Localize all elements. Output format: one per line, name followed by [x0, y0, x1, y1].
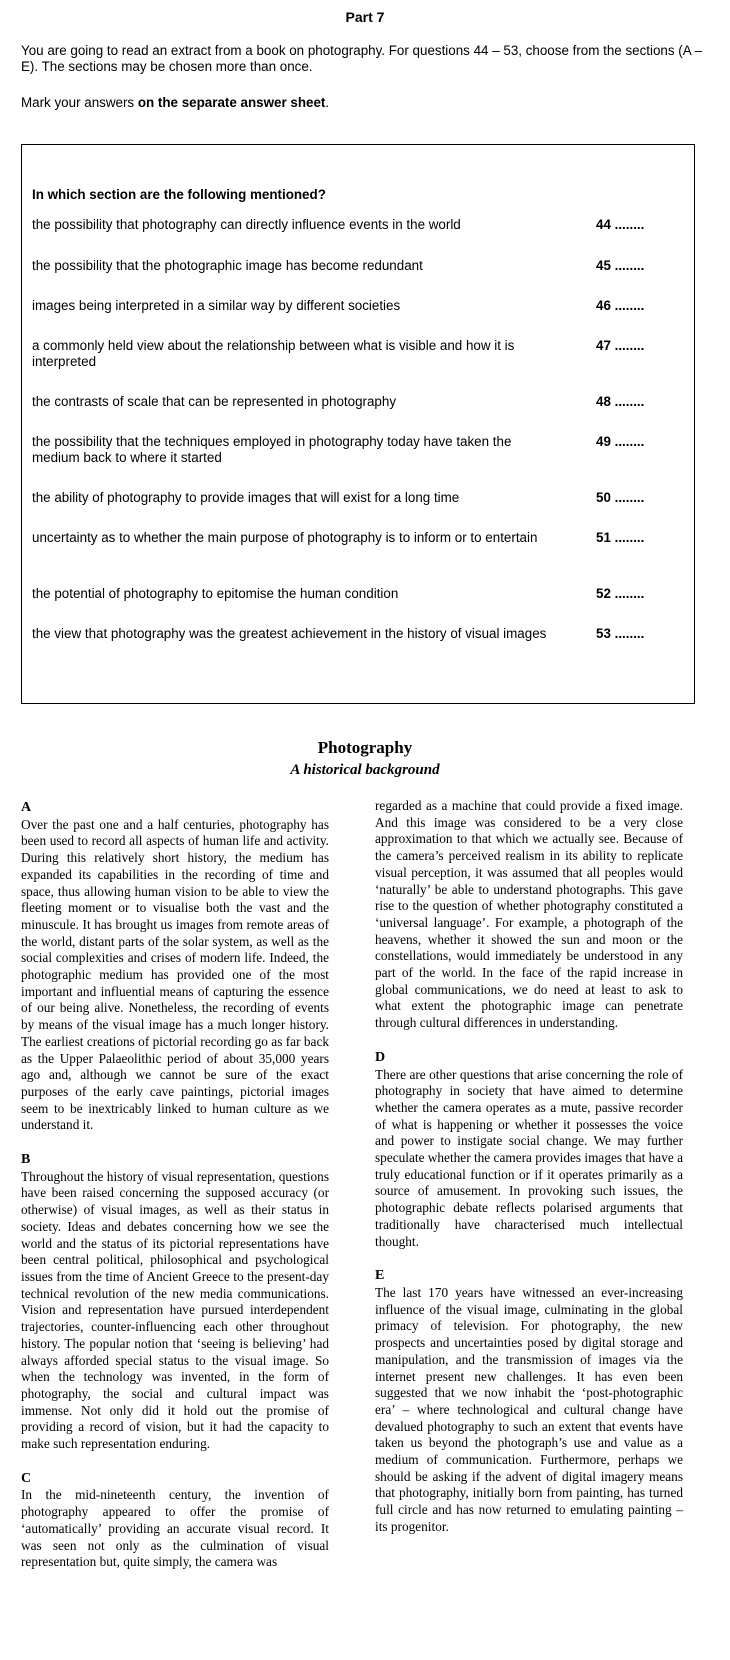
question-number: 49 ........	[596, 434, 645, 449]
question-number: 48 ........	[596, 394, 645, 409]
instructions: You are going to read an extract from a book on photography. For questions 44 – 53, choose from the sections (A – E). The sections may be chosen more than once.	[21, 43, 703, 74]
section-letter-b: B	[21, 1152, 31, 1168]
question-text: the possibility that the techniques employed in photography today have taken the medium back to where it started	[32, 434, 512, 465]
question-number: 44 ........	[596, 217, 645, 232]
question-text: the contrasts of scale that can be represented in photography	[32, 394, 397, 409]
question-text: the ability of photography to provide images that will exist for a long time	[32, 490, 460, 505]
question-number: 53 ........	[596, 626, 645, 641]
question-text: the view that photography was the greatest achievement in the history of visual images	[32, 626, 547, 641]
article-column-right	[375, 798, 683, 1554]
question-text: images being interpreted in a similar way by different societies	[32, 298, 401, 313]
question-text: the potential of photography to epitomise the human condition	[32, 586, 399, 601]
question-text: uncertainty as to whether the main purpose of photography is to inform or to entertain	[32, 530, 538, 545]
article-title: Photography	[317, 738, 413, 757]
section-text-c-part1: In the mid-nineteenth century, the invention of photography appeared to offer the promise of ‘automatically’ providing an accurate visual record. It was seen not only as the culmination of visual representation but, quite simply, the camera was	[21, 1487, 329, 1570]
questions-heading: In which section are the following mentioned?	[32, 187, 326, 202]
question-text: a commonly held view about the relationship between what is visible and how it is interpreted	[32, 338, 515, 369]
question-text: the possibility that photography can directly influence events in the world	[32, 217, 461, 232]
section-text-c-part2: regarded as a machine that could provide a fixed image. And this image was considered to be a very close approximation to that which we actually see. Because of the camera’s perceived realism in its ability to replicate visual perception, it was assumed that all peoples would ‘naturally’ be able to understand photographs. This gave rise to the question of whether photography constituted a ‘universal language’. For example, a photograph of the heavens, whether it showed the sun and moon or the constellations, would immediately be understood in any part of the world. In the face of the rapid increase in global communications, we do need at least to ask to what extent the photographic image can penetrate through cultural differences in understanding.	[375, 798, 683, 1031]
questions-box	[21, 144, 695, 704]
question-text: the possibility that the photographic image has become redundant	[32, 258, 423, 273]
section-text-a: Over the past one and a half centuries, photography has been used to record all aspects of human life and activity. During this relatively short history, the medium has expanded its capabilities in the recording of time and space, thus allowing human vision to be able to view the fleeting moment or to visualise both the vast and the minuscule. It has brought us images from remote areas of the world, distant parts of the solar system, as well as the social complexities and crises of modern life. Indeed, the photographic medium has provided one of the most important and influential means of capturing the essence of our being alive. Nonetheless, the recording of events by means of the visual image has a much longer history. The earliest creations of pictorial recording go as far back as the Upper Palaeolithic period of about 35,000 years ago and, although we cannot be sure of the exact purposes of the early cave paintings, pictorial images seem to be inextricably linked to human culture as we understand it.	[21, 816, 329, 1133]
mark-suffix: .	[325, 95, 330, 110]
section-text-b: Throughout the history of visual representation, questions have been raised concerning the supposed accuracy (or otherwise) of visual images, as well as their status in society. Ideas and debates concerning how we see the world and the status of its pictorial representations have been central political, philosophical and psychological issues from the time of Ancient Greece to the present-day technical revolution of the new media communications. Vision and representation have pursued interdependent trajectories, counter-influencing each other throughout history. The popular notion that ‘seeing is believing’ had always afforded special status to the visual image. So when the technology was invented, in the form of photography, the social and cultural impact was immense. Not only did it hold out the promise of providing a record of vision, but it had the capacity to make such representation enduring.	[21, 1168, 329, 1452]
article-column-left	[21, 800, 329, 1589]
section-letter-d: D	[375, 1049, 386, 1065]
section-letter-c: C	[21, 1470, 32, 1486]
mark-bold: on the separate answer sheet	[137, 95, 326, 110]
question-number: 51 ........	[596, 530, 645, 545]
question-number: 52 ........	[596, 586, 645, 601]
question-number: 46 ........	[596, 298, 645, 313]
section-letter-e: E	[375, 1268, 385, 1284]
mark-answers-note	[21, 95, 329, 110]
question-number: 50 ........	[596, 490, 645, 505]
mark-prefix: Mark your answers	[21, 95, 138, 110]
article-subtitle: A historical background	[290, 762, 440, 778]
section-text-e: The last 170 years have witnessed an ever-increasing influence of the visual image, culminating in the global primacy of television. For photography, the new prospects and uncertainties posed by digital storage and manipulation, and the transmission of images via the internet present new challenges. It has even been suggested that we now inhabit the ‘post-photographic era’ – where technological and cultural change have devalued photography to such an extent that events have taken us beyond the photograph’s use and value as a medium of communication. Furthermore, perhaps we should be asking if the advent of digital imagery means that photography, initially born from painting, has turned full circle and has now returned to emulating painting – its progenitor.	[375, 1284, 683, 1534]
question-number: 45 ........	[596, 258, 645, 273]
part-title: Part 7	[345, 9, 385, 25]
section-text-d: There are other questions that arise concerning the role of photography in society that have aimed to determine whether the camera operates as a mute, passive recorder of what is happening or whether it possesses the voice and power to instigate social change. We may further speculate whether the camera provides images that have a truly educational function or if it operates primarily as a source of amusement. In provoking such issues, the photographic debate reflects polarised arguments that traditionally have characterised much intellectual thought.	[375, 1066, 683, 1249]
question-number: 47 ........	[596, 338, 645, 353]
section-letter-a: A	[21, 800, 32, 815]
